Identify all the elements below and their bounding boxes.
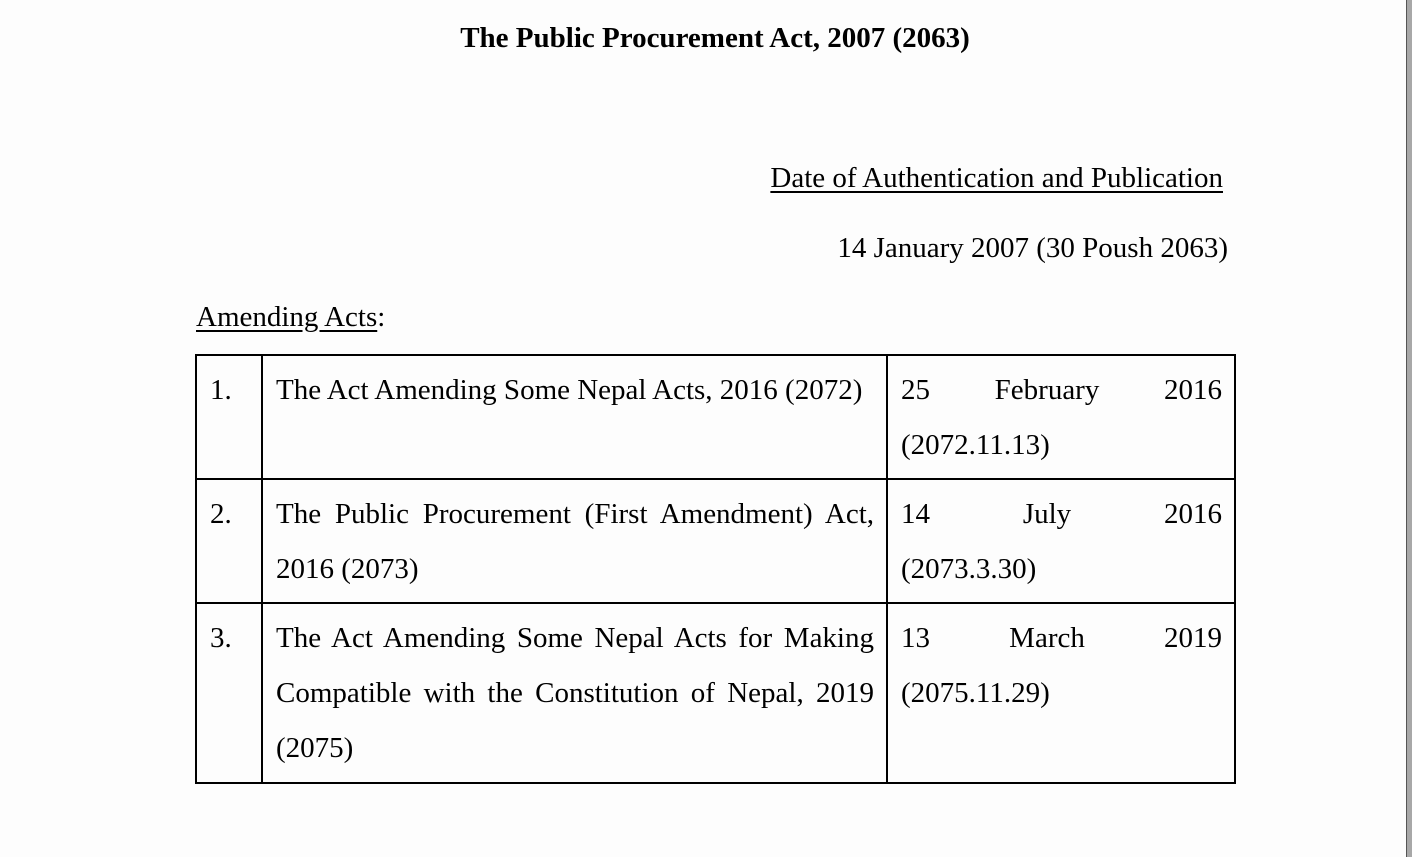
act-number: 2. <box>196 479 262 603</box>
act-date-day: 25 <box>901 374 930 406</box>
act-date-day: 14 <box>901 498 930 530</box>
act-date-year: 2016 <box>1164 374 1222 406</box>
act-date <box>887 479 1235 603</box>
table-row <box>196 479 1235 603</box>
act-name: The Act Amending Some Nepal Acts for Making Compatible with the Constitution of Nepal, 2019 (2075) <box>262 603 887 783</box>
amending-acts-table <box>195 354 1236 784</box>
act-date-nepali: (2075.11.29) <box>901 677 1050 709</box>
act-date-month: February <box>994 374 1100 406</box>
act-date <box>887 355 1235 479</box>
act-date-year: 2019 <box>1164 622 1222 654</box>
act-date-month: July <box>1022 498 1072 530</box>
table-row <box>196 355 1235 479</box>
amending-acts-heading <box>196 301 385 334</box>
table-row <box>196 603 1235 783</box>
document-title: The Public Procurement Act, 2007 (2063) <box>460 22 970 54</box>
act-date <box>887 603 1235 783</box>
act-date-month: March <box>1009 622 1085 654</box>
act-date-year: 2016 <box>1164 498 1222 530</box>
authentication-date: 14 January 2007 (30 Poush 2063) <box>837 232 1228 264</box>
amending-acts-heading-text: Amending Acts <box>196 301 378 333</box>
amending-acts-heading-colon: : <box>377 301 386 333</box>
act-date-nepali: (2072.11.13) <box>901 429 1050 461</box>
act-number: 1. <box>196 355 262 479</box>
act-name: The Public Procurement (First Amendment) Act, 2016 (2073) <box>262 479 887 603</box>
act-number: 3. <box>196 603 262 783</box>
viewer-gutter <box>1407 0 1412 857</box>
act-date-nepali: (2073.3.30) <box>901 553 1037 585</box>
act-date-day: 13 <box>901 622 930 654</box>
act-name: The Act Amending Some Nepal Acts, 2016 (2072) <box>262 355 887 479</box>
authentication-label: Date of Authentication and Publication <box>770 162 1223 194</box>
